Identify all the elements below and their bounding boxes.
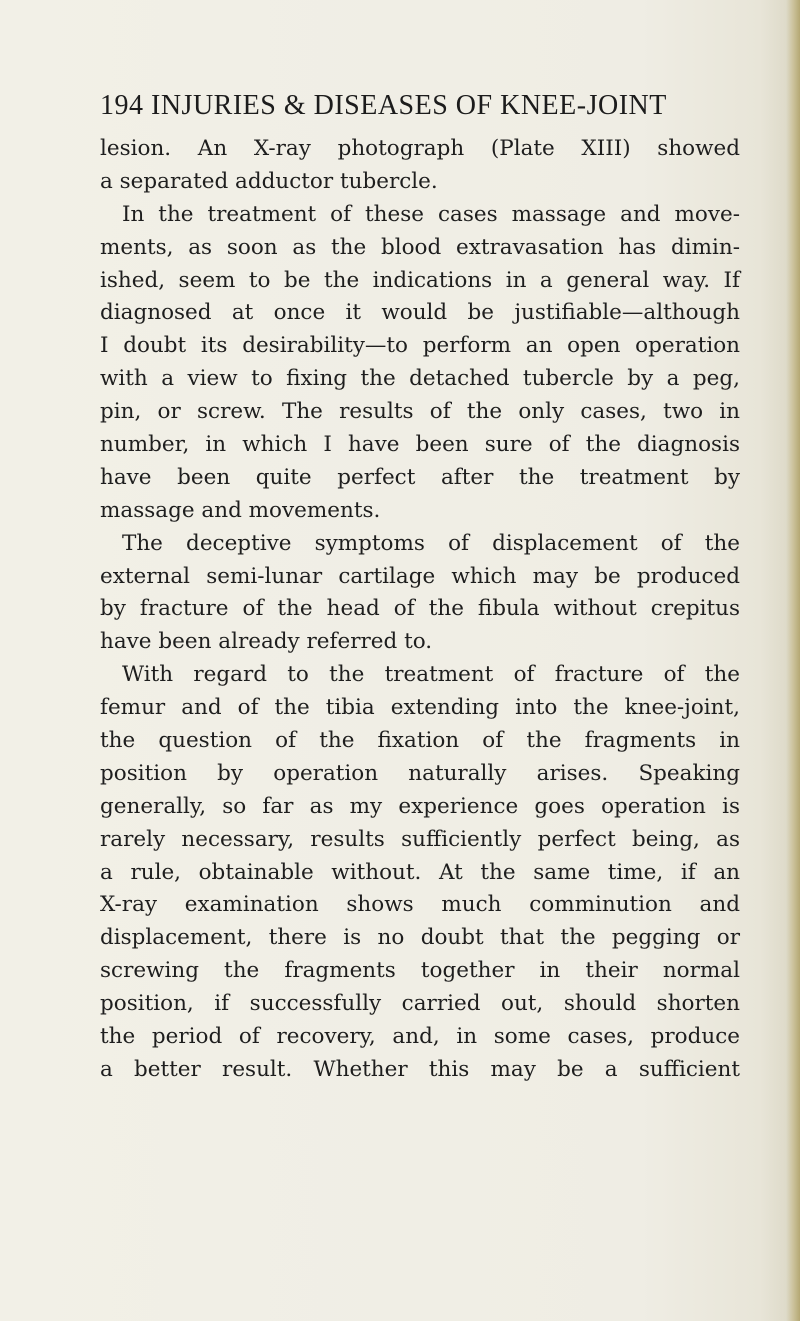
text-line: screwing the fragments together in their normal bbox=[100, 958, 740, 984]
text-line: generally, so far as my experience goes operation is bbox=[100, 793, 740, 819]
text-line: In the treatment of these cases massage and move- bbox=[122, 201, 740, 227]
text-line: number, in which I have been sure of the diagnosis bbox=[100, 432, 740, 458]
text-line: the period of recovery, and, in some cases, produce bbox=[100, 1024, 740, 1050]
text-line: external semi-lunar cartilage which may be produced bbox=[100, 563, 740, 589]
text-line: have been already referred to. bbox=[100, 629, 433, 655]
text-line: have been quite perfect after the treatment by bbox=[100, 464, 740, 490]
text-line: ments, as soon as the blood extravasation has dimin- bbox=[100, 234, 740, 260]
running-head: 194 INJURIES & DISEASES OF KNEE-JOINT bbox=[100, 90, 667, 121]
text-line: With regard to the treatment of fracture of the bbox=[122, 662, 740, 688]
text-line: position, if successfully carried out, should shorten bbox=[100, 991, 740, 1017]
text-line: displacement, there is no doubt that the pegging or bbox=[100, 925, 740, 951]
text-line: ished, seem to be the indications in a general way. If bbox=[100, 267, 740, 293]
body-text bbox=[100, 133, 740, 1087]
text-line: a better result. Whether this may be a sufficient bbox=[100, 1056, 740, 1082]
text-line: the question of the fixation of the fragments in bbox=[100, 728, 740, 754]
text-line: I doubt its desirability—to perform an open operation bbox=[100, 333, 740, 359]
text-line: pin, or screw. The results of the only cases, two in bbox=[100, 399, 740, 425]
text-line: a separated adductor tubercle. bbox=[100, 168, 438, 194]
text-line: massage and movements. bbox=[100, 497, 381, 523]
text-line: rarely necessary, results sufficiently perfect being, as bbox=[100, 826, 740, 852]
text-line: X-ray examination shows much comminution and bbox=[100, 892, 740, 918]
text-line: with a view to fixing the detached tubercle by a peg, bbox=[100, 366, 740, 392]
text-line: femur and of the tibia extending into the knee-joint, bbox=[100, 695, 740, 721]
text-line: The deceptive symptoms of displacement of the bbox=[122, 530, 740, 556]
text-line: position by operation naturally arises. Speaking bbox=[100, 760, 740, 786]
text-line: diagnosed at once it would be justifiable—although bbox=[100, 300, 740, 326]
text-line: by fracture of the head of the fibula without crepitus bbox=[100, 596, 740, 622]
text-line: lesion. An X-ray photograph (Plate XIII) showed bbox=[100, 136, 740, 161]
text-line: a rule, obtainable without. At the same time, if an bbox=[100, 859, 740, 885]
page-edge-shadow bbox=[786, 0, 800, 1321]
